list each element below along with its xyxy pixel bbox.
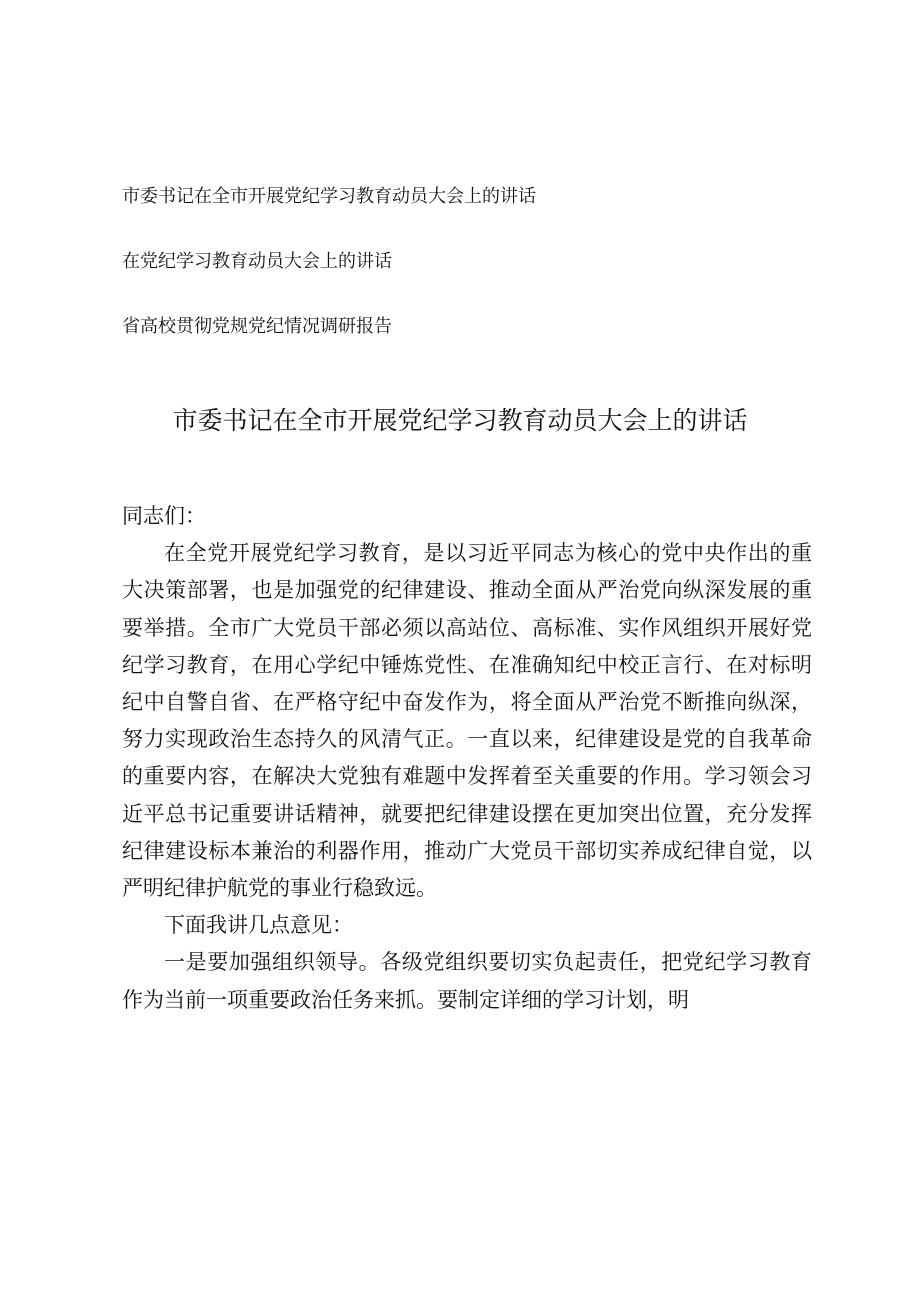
toc-item: 省高校贯彻党规党纪情况调研报告 (122, 316, 392, 337)
body-paragraph: 一是要加强组织领导。各级党组织要切实负起责任，把党纪学习教育作为当前一项重要政治任务来抓。要制定详细的学习计划，明 (122, 950, 812, 1012)
body-paragraph: 在全党开展党纪学习教育，是以习近平同志为核心的党中央作出的重大决策部署，也是加强党的纪律建设、推动全面从严治党向纵深发展的重要举措。全市广大党员干部必须以高站位、高标准、实作风组织开展好党纪学习教育，在用心学纪中锤炼党性、在准确知纪中校正言行、在对标明纪中自警自省、在严格守纪中奋发作为，将全面从严治党不断推向纵深，努力实现政治生态持久的风清气正。一直以来，纪律建设是党的自我革命的重要内容，在解决大党独有难题中发挥着至关重要的作用。学习领会习近平总书记重要讲话精神，就要把纪律建设摆在更加突出位置，充分发挥纪律建设标本兼治的利器作用，推动广大党员干部切实养成纪律自觉，以严明纪律护航党的事业行稳致远。 (122, 541, 812, 901)
toc-item: 在党纪学习教育动员大会上的讲话 (122, 251, 392, 272)
body-paragraph: 下面我讲几点意见： (164, 913, 353, 938)
table-of-contents (122, 186, 536, 381)
toc-item: 市委书记在全市开展党纪学习教育动员大会上的讲话 (122, 186, 536, 207)
document-body (122, 498, 812, 1019)
salutation: 同志们： (122, 504, 206, 528)
document-title: 市委书记在全市开展党纪学习教育动员大会上的讲话 (172, 406, 748, 435)
